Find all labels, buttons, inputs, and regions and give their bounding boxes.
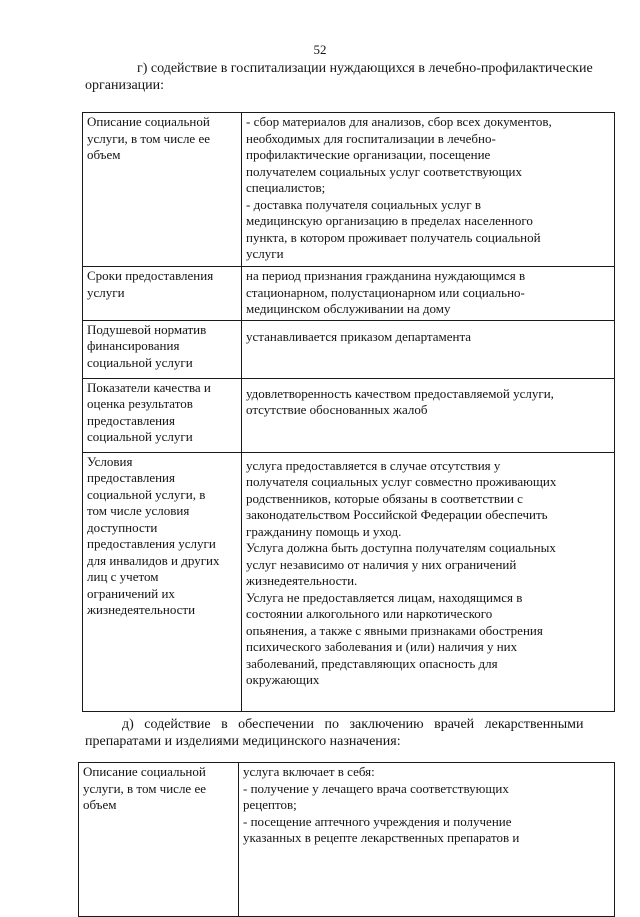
value-line: рецептов; [243,797,297,812]
value-line: - посещение аптечного учреждения и получение [243,813,512,829]
value-line: - доставка получателя социальных услуг в [246,196,481,212]
row-label-conditions [83,452,242,711]
value-line: устанавливается приказом департамента [246,328,472,344]
value-line: на период признания гражданина нуждающимся в [246,268,526,283]
row-value-financing [242,320,615,378]
label-line: предоставления [87,470,175,485]
row-value-quality [242,378,615,452]
label-line: социальной услуги, в [87,486,206,502]
heading-line: препаратами и изделиями медицинского назначения: [85,734,401,749]
value-line: медицинскую организацию в пределах населенного [246,213,533,228]
label-line: социальной услуги [87,354,193,370]
label-line: финансирования [87,338,180,353]
row-label-deadline [83,267,242,321]
table-row-conditions [83,452,615,711]
label-line: услуги, в том числе ее [87,130,210,146]
label-line: жизнедеятельности [87,602,196,617]
label-line: предоставления [87,412,175,428]
value-line: специалистов; [246,180,326,195]
row-label-quality [83,378,242,452]
label-line: Сроки предоставления [87,268,214,283]
label-line: лиц с учетом [87,569,159,584]
value-line: получателя социальных услуг совместно проживающих [246,474,557,489]
row-label-financing [83,320,242,378]
value-line: получателем социальных услуг соответствующих [246,163,522,179]
value-line: услуги [246,246,284,261]
row-value-deadline [242,267,615,321]
value-line: родственников, которые обязаны в соответствии с [246,490,523,506]
table-row-deadline [83,267,615,321]
label-line: объем [83,797,117,812]
value-line: услуга предоставляется в случае отсутствия у [246,457,501,473]
row-value-conditions [242,452,615,711]
label-line: Показатели качества и [87,379,211,395]
table-row-description [79,763,615,917]
label-line: том числе условия [87,503,190,518]
value-line: законодательством Российской Федерации обеспечить [246,507,548,522]
label-line: предоставления услуги [87,536,216,551]
service-table-g [82,112,615,712]
label-line: ограничений их [87,585,175,601]
table-row-financing [83,320,615,378]
label-line: социальной услуги [87,429,193,444]
table-row-quality [83,378,615,452]
label-line: услуги [87,284,125,300]
value-line: стационарном, полустационарном или социально- [246,284,525,300]
section-heading-g [85,60,620,94]
heading-line: организации: [85,78,165,93]
value-line: удовлетворенность качеством предоставляемой услуги, [246,385,554,401]
value-line: пункта, в котором проживает получатель социальной [246,229,541,245]
label-line: Описание социальной [83,764,206,779]
heading-line: д) содействие в обеспечении по заключению врачей лекарственными [122,717,584,732]
value-line: заболеваний, представляющих опасность для [246,655,498,671]
row-value-description [239,763,615,917]
row-label-description [79,763,239,917]
value-line: Услуга не предоставляется лицам, находящимся в [246,589,523,605]
value-line: - сбор материалов для анализов, сбор всех документов, [246,114,552,129]
heading-line: г) содействие в госпитализации нуждающихся в лечебно-профилактические [137,61,593,76]
page-number: 52 [313,42,327,57]
label-line: для инвалидов и других [87,552,220,568]
value-line: необходимых для госпитализации в лечебно- [246,130,496,146]
value-line: услуга включает в себя: [243,764,375,779]
service-table-d [78,762,615,917]
value-line: жизнедеятельности. [246,573,358,588]
label-line: Условия [87,453,133,469]
row-value-description [242,113,615,267]
value-line: психического заболевания и (или) наличия у них [246,639,518,654]
value-line: опьянения, а также с явными признаками обострения [246,622,543,638]
label-line: Подушевой норматив [87,321,207,337]
label-line: доступности [87,519,158,535]
value-line: - получение у лечащего врача соответствующих [243,780,509,796]
value-line: состоянии алкогольного или наркотического [246,606,493,621]
row-label-description [83,113,242,267]
value-line: Услуга должна быть доступна получателям социальных [246,540,556,555]
value-line: гражданину помощь и уход. [246,523,402,539]
label-line: объем [87,147,121,162]
value-line: окружающих [246,672,320,687]
value-line: отсутствие обоснованных жалоб [246,402,428,417]
table-row-description [83,113,615,267]
value-line: медицинском обслуживании на дому [246,301,451,316]
value-line: профилактические организации, посещение [246,147,491,162]
section-heading-d [85,716,620,750]
value-line: услуг независимо от наличия у них ограничений [246,556,517,572]
label-line: оценка результатов [87,396,193,411]
value-line: указанных в рецепте лекарственных препаратов и [243,830,520,845]
label-line: Описание социальной [87,114,210,129]
label-line: услуги, в том числе ее [83,780,206,796]
